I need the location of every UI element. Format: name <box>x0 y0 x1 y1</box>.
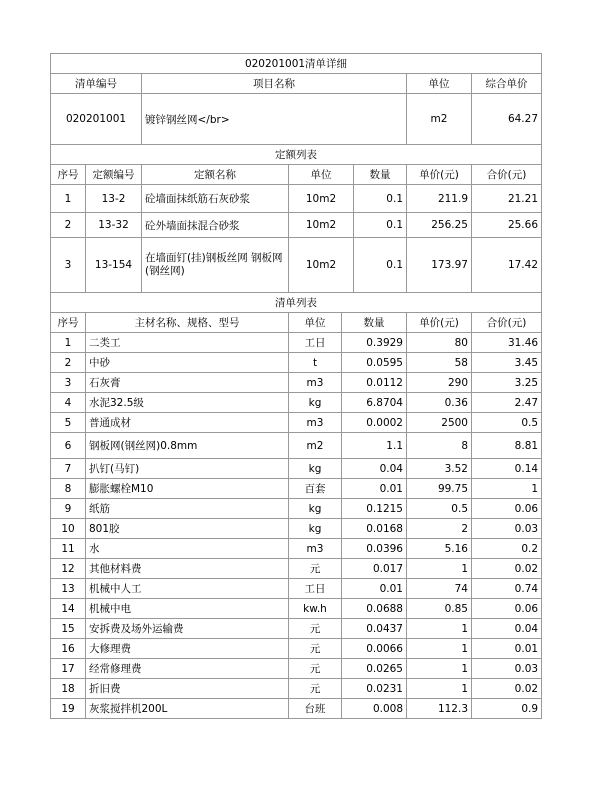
quota-unit: 10m2 <box>289 238 354 293</box>
material-unit: m3 <box>289 539 342 559</box>
quota-section-title: 定额列表 <box>51 145 542 165</box>
material-name: 中砂 <box>86 353 289 373</box>
quota-price: 211.9 <box>407 185 472 213</box>
material-total: 0.04 <box>472 619 542 639</box>
table-row <box>51 579 542 599</box>
material-name: 石灰膏 <box>86 373 289 393</box>
quota-price: 256.25 <box>407 213 472 238</box>
material-qty: 0.0002 <box>342 413 407 433</box>
material-qty: 0.0231 <box>342 679 407 699</box>
material-price: 99.75 <box>407 479 472 499</box>
material-price: 0.5 <box>407 499 472 519</box>
material-price: 1 <box>407 679 472 699</box>
table-row <box>51 413 542 433</box>
material-total: 31.46 <box>472 333 542 353</box>
table-row <box>51 699 542 719</box>
material-qty: 0.1215 <box>342 499 407 519</box>
material-unit: m3 <box>289 373 342 393</box>
quota-unit: 10m2 <box>289 185 354 213</box>
quota-header-qty: 数量 <box>354 165 407 185</box>
material-price: 3.52 <box>407 459 472 479</box>
quota-unit: 10m2 <box>289 213 354 238</box>
material-total: 0.74 <box>472 579 542 599</box>
material-total: 0.03 <box>472 519 542 539</box>
table-row <box>51 519 542 539</box>
material-price: 0.36 <box>407 393 472 413</box>
material-price: 2500 <box>407 413 472 433</box>
bill-code: 020201001 <box>51 94 142 145</box>
material-no: 13 <box>51 579 86 599</box>
material-price: 1 <box>407 559 472 579</box>
quota-header-name: 定额名称 <box>142 165 289 185</box>
material-no: 15 <box>51 619 86 639</box>
bill-price: 64.27 <box>472 94 542 145</box>
material-name: 801胶 <box>86 519 289 539</box>
table-row <box>51 213 542 238</box>
table-row <box>51 619 542 639</box>
table-row <box>51 479 542 499</box>
bill-name: 镀锌钢丝网</br> <box>142 94 407 145</box>
table-row <box>51 499 542 519</box>
table-row <box>51 459 542 479</box>
material-no: 18 <box>51 679 86 699</box>
materials-header-no: 序号 <box>51 313 86 333</box>
table-row <box>51 373 542 393</box>
material-unit: 台班 <box>289 699 342 719</box>
material-unit: m3 <box>289 413 342 433</box>
quota-no: 3 <box>51 238 86 293</box>
material-price: 112.3 <box>407 699 472 719</box>
material-unit: m2 <box>289 433 342 459</box>
material-no: 17 <box>51 659 86 679</box>
quota-header-no: 序号 <box>51 165 86 185</box>
material-price: 80 <box>407 333 472 353</box>
material-total: 1 <box>472 479 542 499</box>
material-total: 0.06 <box>472 499 542 519</box>
quota-name: 砼墙面抹纸筋石灰砂浆 <box>142 185 289 213</box>
table-row <box>51 679 542 699</box>
material-unit: 百套 <box>289 479 342 499</box>
quota-total: 25.66 <box>472 213 542 238</box>
quota-header-total: 合价(元) <box>472 165 542 185</box>
material-price: 1 <box>407 639 472 659</box>
material-total: 0.01 <box>472 639 542 659</box>
material-name: 水泥32.5级 <box>86 393 289 413</box>
quota-table <box>50 144 542 293</box>
material-name: 二类工 <box>86 333 289 353</box>
material-no: 9 <box>51 499 86 519</box>
materials-header-total: 合价(元) <box>472 313 542 333</box>
material-qty: 0.01 <box>342 579 407 599</box>
material-no: 1 <box>51 333 86 353</box>
header-col-code: 清单编号 <box>51 74 142 94</box>
material-unit: kg <box>289 459 342 479</box>
material-name: 其他材料费 <box>86 559 289 579</box>
material-no: 6 <box>51 433 86 459</box>
material-unit: kg <box>289 499 342 519</box>
material-total: 8.81 <box>472 433 542 459</box>
material-unit: 元 <box>289 619 342 639</box>
material-unit: 工日 <box>289 333 342 353</box>
material-qty: 6.8704 <box>342 393 407 413</box>
bill-header-table <box>50 53 542 145</box>
material-qty: 0.0066 <box>342 639 407 659</box>
material-total: 0.5 <box>472 413 542 433</box>
material-unit: 元 <box>289 639 342 659</box>
material-name: 机械中电 <box>86 599 289 619</box>
quota-qty: 0.1 <box>354 185 407 213</box>
header-col-price: 综合单价 <box>472 74 542 94</box>
material-qty: 0.0688 <box>342 599 407 619</box>
materials-section-title: 清单列表 <box>51 293 542 313</box>
material-qty: 0.0437 <box>342 619 407 639</box>
material-qty: 0.0168 <box>342 519 407 539</box>
material-no: 19 <box>51 699 86 719</box>
quota-total: 21.21 <box>472 185 542 213</box>
quota-no: 1 <box>51 185 86 213</box>
quota-name: 砼外墙面抹混合砂浆 <box>142 213 289 238</box>
materials-table <box>50 292 542 719</box>
table-row <box>51 659 542 679</box>
material-total: 2.47 <box>472 393 542 413</box>
material-total: 0.2 <box>472 539 542 559</box>
page-title: 020201001清单详细 <box>51 54 542 74</box>
material-qty: 0.0396 <box>342 539 407 559</box>
material-name: 纸筋 <box>86 499 289 519</box>
material-price: 290 <box>407 373 472 393</box>
material-no: 12 <box>51 559 86 579</box>
material-unit: kg <box>289 393 342 413</box>
material-qty: 0.008 <box>342 699 407 719</box>
material-name: 大修理费 <box>86 639 289 659</box>
material-no: 10 <box>51 519 86 539</box>
quota-code: 13-2 <box>86 185 142 213</box>
material-qty: 0.04 <box>342 459 407 479</box>
material-no: 14 <box>51 599 86 619</box>
quota-price: 173.97 <box>407 238 472 293</box>
material-name: 普通成材 <box>86 413 289 433</box>
material-name: 水 <box>86 539 289 559</box>
material-no: 4 <box>51 393 86 413</box>
quota-qty: 0.1 <box>354 238 407 293</box>
table-row <box>51 559 542 579</box>
header-col-unit: 单位 <box>407 74 472 94</box>
material-no: 5 <box>51 413 86 433</box>
material-no: 3 <box>51 373 86 393</box>
material-total: 0.9 <box>472 699 542 719</box>
materials-header-unit: 单位 <box>289 313 342 333</box>
materials-header-price: 单价(元) <box>407 313 472 333</box>
quota-header-price: 单价(元) <box>407 165 472 185</box>
material-price: 8 <box>407 433 472 459</box>
material-qty: 0.01 <box>342 479 407 499</box>
material-unit: t <box>289 353 342 373</box>
material-name: 膨胀螺栓M10 <box>86 479 289 499</box>
material-qty: 0.017 <box>342 559 407 579</box>
material-price: 1 <box>407 619 472 639</box>
material-unit: kg <box>289 519 342 539</box>
material-name: 安拆费及场外运输费 <box>86 619 289 639</box>
material-unit: 元 <box>289 679 342 699</box>
material-price: 5.16 <box>407 539 472 559</box>
table-row <box>51 599 542 619</box>
material-price: 1 <box>407 659 472 679</box>
header-col-name: 项目名称 <box>142 74 407 94</box>
material-qty: 0.0595 <box>342 353 407 373</box>
material-qty: 0.0265 <box>342 659 407 679</box>
material-no: 7 <box>51 459 86 479</box>
material-total: 0.14 <box>472 459 542 479</box>
material-total: 0.02 <box>472 679 542 699</box>
material-name: 折旧费 <box>86 679 289 699</box>
material-qty: 0.0112 <box>342 373 407 393</box>
material-price: 0.85 <box>407 599 472 619</box>
quota-total: 17.42 <box>472 238 542 293</box>
material-price: 74 <box>407 579 472 599</box>
quota-header-unit: 单位 <box>289 165 354 185</box>
material-price: 2 <box>407 519 472 539</box>
material-qty: 0.3929 <box>342 333 407 353</box>
material-total: 0.02 <box>472 559 542 579</box>
material-no: 11 <box>51 539 86 559</box>
table-row <box>51 639 542 659</box>
material-total: 0.06 <box>472 599 542 619</box>
quota-code: 13-32 <box>86 213 142 238</box>
material-no: 8 <box>51 479 86 499</box>
material-name: 灰浆搅拌机200L <box>86 699 289 719</box>
materials-header-qty: 数量 <box>342 313 407 333</box>
quota-header-code: 定额编号 <box>86 165 142 185</box>
material-total: 3.25 <box>472 373 542 393</box>
material-unit: 元 <box>289 659 342 679</box>
material-unit: 工日 <box>289 579 342 599</box>
material-total: 0.03 <box>472 659 542 679</box>
material-name: 扒钉(马钉) <box>86 459 289 479</box>
material-total: 3.45 <box>472 353 542 373</box>
quota-qty: 0.1 <box>354 213 407 238</box>
material-unit: 元 <box>289 559 342 579</box>
materials-header-name: 主材名称、规格、型号 <box>86 313 289 333</box>
material-qty: 1.1 <box>342 433 407 459</box>
quota-no: 2 <box>51 213 86 238</box>
quota-name: 在墙面钉(挂)钢板丝网 钢板网(钢丝网) <box>142 238 289 293</box>
table-row <box>51 238 542 293</box>
table-row <box>51 333 542 353</box>
material-unit: kw.h <box>289 599 342 619</box>
material-no: 2 <box>51 353 86 373</box>
table-row <box>51 393 542 413</box>
table-row <box>51 433 542 459</box>
table-row <box>51 185 542 213</box>
material-no: 16 <box>51 639 86 659</box>
quota-code: 13-154 <box>86 238 142 293</box>
material-name: 经常修理费 <box>86 659 289 679</box>
table-row <box>51 353 542 373</box>
table-row <box>51 539 542 559</box>
bill-unit: m2 <box>407 94 472 145</box>
material-price: 58 <box>407 353 472 373</box>
material-name: 机械中人工 <box>86 579 289 599</box>
material-name: 钢板网(钢丝网)0.8mm <box>86 433 289 459</box>
